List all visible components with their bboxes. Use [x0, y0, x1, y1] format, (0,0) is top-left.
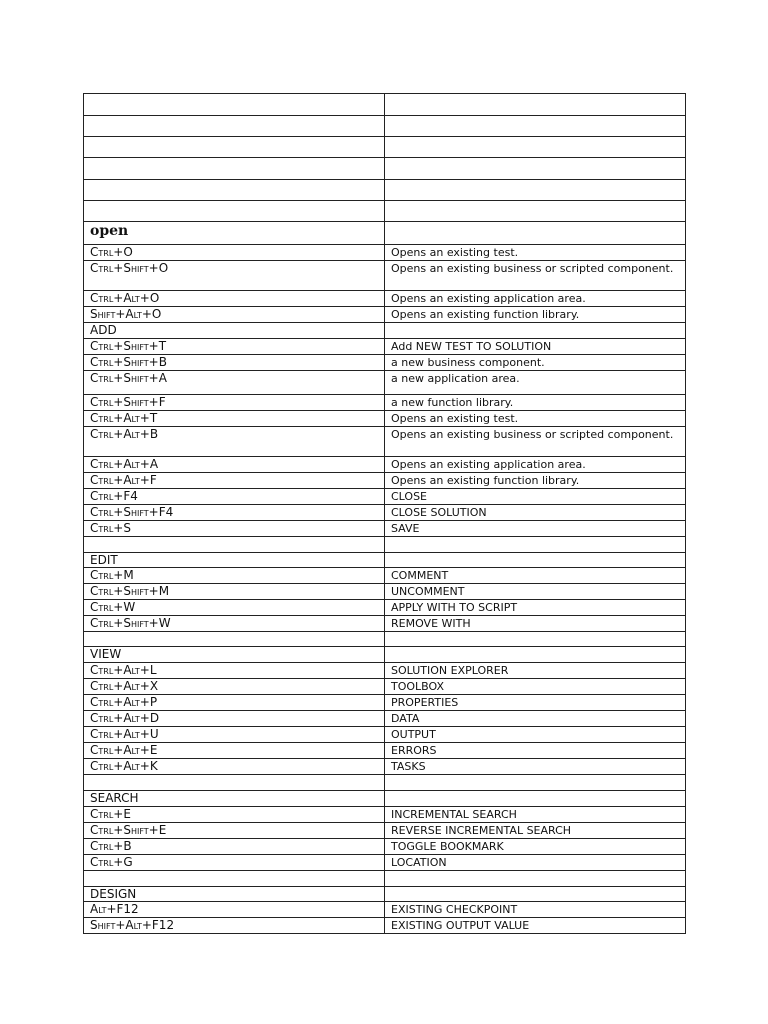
shortcut-key-text: Ctrl+F4 — [90, 489, 138, 503]
shortcut-description: SOLUTION EXPLORER — [385, 663, 686, 679]
shortcut-row — [84, 663, 686, 679]
shortcut-key-text: Ctrl+Alt+P — [90, 695, 158, 709]
shortcut-row — [84, 584, 686, 600]
shortcut-row — [84, 489, 686, 505]
shortcut-key — [84, 291, 385, 307]
empty-cell — [84, 137, 385, 158]
shortcut-row — [84, 743, 686, 759]
shortcut-row — [84, 245, 686, 261]
shortcut-key-text: Ctrl+Alt+A — [90, 457, 159, 471]
shortcut-key-text: Ctrl+Alt+K — [90, 759, 158, 773]
empty-row — [84, 137, 686, 158]
shortcut-key — [84, 839, 385, 855]
shortcut-row — [84, 568, 686, 584]
shortcut-row — [84, 427, 686, 457]
empty-cell — [385, 158, 686, 180]
shortcut-row — [84, 457, 686, 473]
shortcut-row — [84, 902, 686, 918]
empty-cell — [385, 180, 686, 201]
empty-cell — [84, 180, 385, 201]
shortcut-key — [84, 727, 385, 743]
shortcut-description: INCREMENTAL SEARCH — [385, 807, 686, 823]
shortcut-row — [84, 355, 686, 371]
shortcut-description: Opens an existing business or scripted component. — [385, 261, 686, 291]
shortcut-key — [84, 505, 385, 521]
shortcut-description: EXISTING CHECKPOINT — [385, 902, 686, 918]
shortcut-row — [84, 711, 686, 727]
empty-cell — [385, 647, 686, 663]
shortcut-description: Opens an existing test. — [385, 411, 686, 427]
shortcut-row — [84, 339, 686, 355]
shortcut-description: a new application area. — [385, 371, 686, 395]
empty-cell — [385, 553, 686, 568]
empty-cell — [385, 323, 686, 339]
empty-cell — [84, 116, 385, 137]
shortcut-description: APPLY WITH TO SCRIPT — [385, 600, 686, 616]
shortcut-row — [84, 473, 686, 489]
shortcut-description: REMOVE WITH — [385, 616, 686, 632]
shortcut-row — [84, 759, 686, 775]
shortcut-key-text: Ctrl+Shift+O — [90, 261, 169, 275]
empty-cell — [385, 222, 686, 245]
shortcut-key — [84, 568, 385, 584]
shortcut-key — [84, 711, 385, 727]
shortcut-row — [84, 855, 686, 871]
shortcut-key-text: Ctrl+Alt+U — [90, 727, 159, 741]
empty-cell — [84, 632, 385, 647]
empty-row — [84, 871, 686, 887]
shortcut-description: Opens an existing function library. — [385, 307, 686, 323]
shortcut-row — [84, 695, 686, 711]
shortcut-key-text: Ctrl+O — [90, 245, 133, 259]
empty-row — [84, 632, 686, 647]
shortcut-key-text: Ctrl+Alt+L — [90, 663, 157, 677]
shortcut-row — [84, 261, 686, 291]
shortcut-key — [84, 584, 385, 600]
empty-cell — [385, 94, 686, 116]
shortcut-key — [84, 473, 385, 489]
shortcut-description: a new business component. — [385, 355, 686, 371]
section-heading: VIEW — [84, 647, 385, 663]
section-heading: open — [84, 222, 385, 245]
shortcut-row — [84, 839, 686, 855]
shortcut-row — [84, 307, 686, 323]
shortcut-description: Add NEW TEST TO SOLUTION — [385, 339, 686, 355]
shortcut-key — [84, 339, 385, 355]
shortcut-description: Opens an existing business or scripted component. — [385, 427, 686, 457]
shortcut-table-body — [84, 94, 686, 934]
shortcut-key-text: Ctrl+Shift+F4 — [90, 505, 174, 519]
empty-cell — [385, 137, 686, 158]
shortcut-description: OUTPUT — [385, 727, 686, 743]
shortcut-key-text: Shift+Alt+O — [90, 307, 162, 321]
shortcut-key — [84, 679, 385, 695]
shortcut-description: LOCATION — [385, 855, 686, 871]
shortcut-description: Opens an existing function library. — [385, 473, 686, 489]
shortcut-key — [84, 307, 385, 323]
section-heading: DESIGN — [84, 887, 385, 902]
shortcut-key — [84, 695, 385, 711]
shortcut-key-text: Ctrl+Alt+X — [90, 679, 159, 693]
shortcut-key-text: Ctrl+W — [90, 600, 136, 614]
shortcut-key — [84, 371, 385, 395]
shortcut-key — [84, 261, 385, 291]
shortcut-description: Opens an existing test. — [385, 245, 686, 261]
section-heading: ADD — [84, 323, 385, 339]
empty-cell — [385, 116, 686, 137]
empty-row — [84, 775, 686, 791]
shortcut-key — [84, 600, 385, 616]
shortcut-key-text: Ctrl+Shift+W — [90, 616, 171, 630]
empty-cell — [385, 871, 686, 887]
section-row — [84, 647, 686, 663]
shortcut-key-text: Shift+Alt+F12 — [90, 918, 175, 932]
shortcut-key — [84, 411, 385, 427]
empty-cell — [385, 775, 686, 791]
empty-cell — [84, 201, 385, 222]
shortcut-key-text: Alt+F12 — [90, 902, 139, 916]
shortcut-row — [84, 918, 686, 934]
shortcut-description: PROPERTIES — [385, 695, 686, 711]
shortcut-key — [84, 902, 385, 918]
shortcut-key — [84, 245, 385, 261]
shortcut-description: ERRORS — [385, 743, 686, 759]
shortcut-key-text: Ctrl+Shift+F — [90, 395, 166, 409]
empty-cell — [84, 871, 385, 887]
shortcut-key-text: Ctrl+Alt+F — [90, 473, 157, 487]
shortcut-description: UNCOMMENT — [385, 584, 686, 600]
empty-row — [84, 94, 686, 116]
empty-cell — [385, 887, 686, 902]
shortcut-key — [84, 918, 385, 934]
shortcut-key — [84, 457, 385, 473]
shortcut-key — [84, 489, 385, 505]
empty-cell — [84, 537, 385, 553]
shortcut-description: REVERSE INCREMENTAL SEARCH — [385, 823, 686, 839]
empty-row — [84, 201, 686, 222]
shortcut-key-text: Ctrl+Alt+T — [90, 411, 158, 425]
shortcut-key-text: Ctrl+Alt+B — [90, 427, 159, 441]
section-row — [84, 887, 686, 902]
empty-cell — [84, 94, 385, 116]
empty-cell — [385, 632, 686, 647]
shortcut-key — [84, 807, 385, 823]
shortcut-key-text: Ctrl+Shift+B — [90, 355, 167, 369]
shortcut-key-text: Ctrl+Alt+O — [90, 291, 160, 305]
shortcut-key-text: Ctrl+B — [90, 839, 132, 853]
shortcut-row — [84, 679, 686, 695]
shortcut-key-text: Ctrl+E — [90, 807, 131, 821]
shortcut-key — [84, 427, 385, 457]
empty-row — [84, 537, 686, 553]
section-row — [84, 791, 686, 807]
shortcut-row — [84, 371, 686, 395]
shortcut-description: CLOSE — [385, 489, 686, 505]
shortcut-row — [84, 505, 686, 521]
shortcut-key-text: Ctrl+Shift+M — [90, 584, 170, 598]
empty-row — [84, 158, 686, 180]
shortcut-table — [83, 93, 686, 934]
shortcut-row — [84, 616, 686, 632]
shortcut-description: DATA — [385, 711, 686, 727]
shortcut-description: EXISTING OUTPUT VALUE — [385, 918, 686, 934]
shortcut-row — [84, 807, 686, 823]
shortcut-row — [84, 411, 686, 427]
shortcut-key-text: Ctrl+Shift+E — [90, 823, 167, 837]
shortcut-key — [84, 855, 385, 871]
shortcut-description: TOGGLE BOOKMARK — [385, 839, 686, 855]
shortcut-key — [84, 759, 385, 775]
shortcut-row — [84, 600, 686, 616]
empty-cell — [84, 158, 385, 180]
shortcut-key-text: Ctrl+Alt+D — [90, 711, 160, 725]
empty-cell — [385, 201, 686, 222]
shortcut-description: COMMENT — [385, 568, 686, 584]
empty-row — [84, 116, 686, 137]
shortcut-description: a new function library. — [385, 395, 686, 411]
shortcut-key-text: Ctrl+G — [90, 855, 133, 869]
shortcut-description: TASKS — [385, 759, 686, 775]
section-heading: SEARCH — [84, 791, 385, 807]
shortcut-row — [84, 521, 686, 537]
shortcut-row — [84, 823, 686, 839]
shortcut-key — [84, 395, 385, 411]
shortcut-key — [84, 521, 385, 537]
section-row — [84, 323, 686, 339]
shortcut-description: SAVE — [385, 521, 686, 537]
empty-cell — [385, 791, 686, 807]
empty-cell — [385, 537, 686, 553]
section-row — [84, 553, 686, 568]
shortcut-row — [84, 395, 686, 411]
shortcut-key — [84, 616, 385, 632]
empty-row — [84, 180, 686, 201]
shortcut-description: Opens an existing application area. — [385, 457, 686, 473]
section-row — [84, 222, 686, 245]
shortcut-row — [84, 727, 686, 743]
shortcut-key-text: Ctrl+M — [90, 568, 134, 582]
shortcut-key — [84, 663, 385, 679]
shortcut-key — [84, 743, 385, 759]
shortcut-description: CLOSE SOLUTION — [385, 505, 686, 521]
shortcut-key — [84, 355, 385, 371]
shortcut-description: TOOLBOX — [385, 679, 686, 695]
shortcut-description: Opens an existing application area. — [385, 291, 686, 307]
section-heading: EDIT — [84, 553, 385, 568]
shortcut-row — [84, 291, 686, 307]
shortcut-key-text: Ctrl+Alt+E — [90, 743, 158, 757]
empty-cell — [84, 775, 385, 791]
shortcut-key-text: Ctrl+Shift+T — [90, 339, 167, 353]
shortcut-key-text: Ctrl+S — [90, 521, 131, 535]
shortcut-key — [84, 823, 385, 839]
shortcut-key-text: Ctrl+Shift+A — [90, 371, 167, 385]
